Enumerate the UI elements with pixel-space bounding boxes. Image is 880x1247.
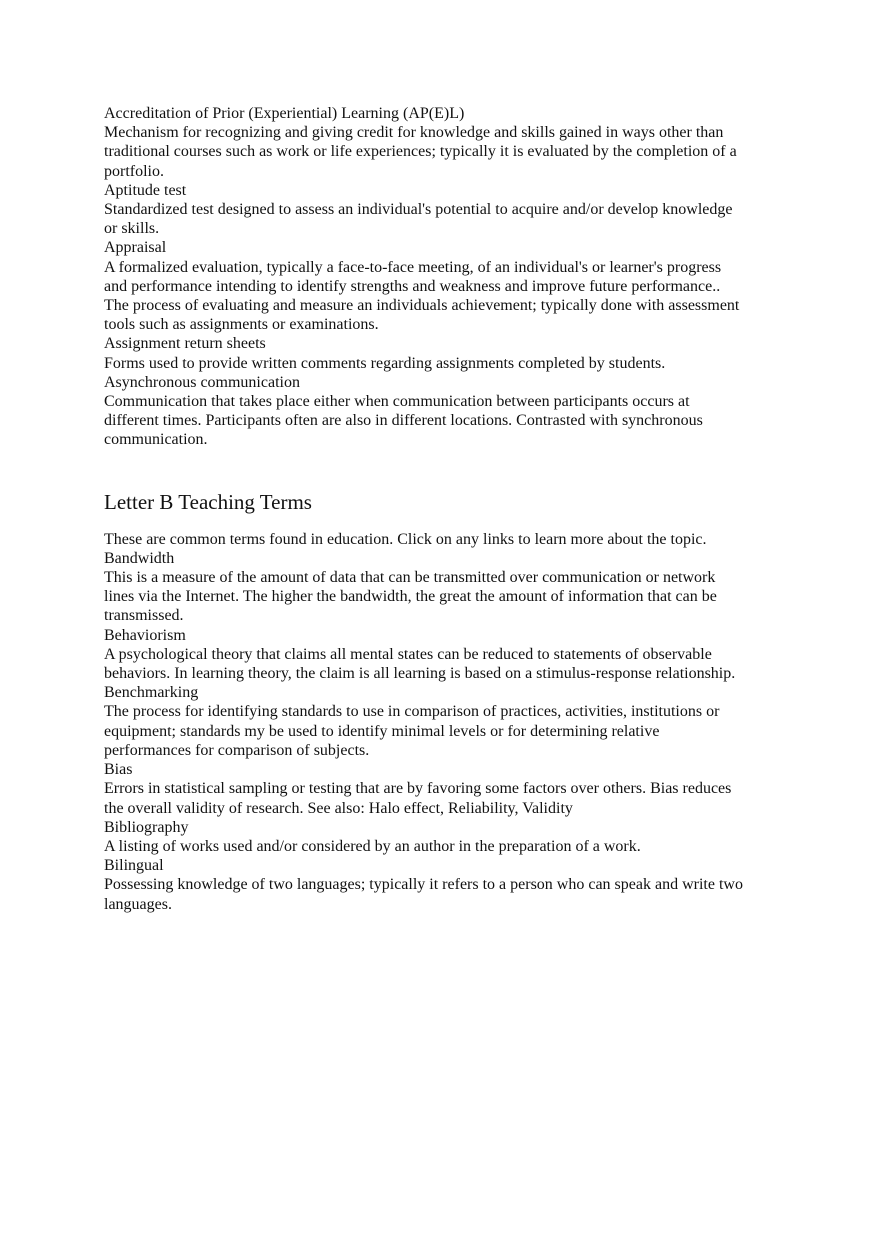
term-definition: Mechanism for recognizing and giving credit for knowledge and skills gained in ways other than traditional courses such as work or life experiences; typically it is evaluated by the completion of a portfolio.	[104, 124, 737, 180]
section-spacer	[104, 450, 744, 489]
term-title: Accreditation of Prior (Experiential) Learning (AP(E)L)	[104, 105, 465, 122]
term-title: Bibliography	[104, 818, 189, 836]
term-definition: Communication that takes place either when communication between participants occurs at different times. Participants often are also in different locations. Contrasted with synchronous communication.	[104, 393, 703, 449]
term-definition: This is a measure of the amount of data that can be transmitted over communication or network lines via the Internet. The higher the bandwidth, the great the amount of information that can be transmissed.	[104, 569, 717, 625]
term-title: Asynchronous communication	[104, 373, 300, 391]
term-definition: A psychological theory that claims all mental states can be reduced to statements of observable behaviors. In learning theory, the claim is all learning is based on a stimulus-response relationship.	[104, 645, 736, 683]
term-title: Bandwidth	[104, 549, 175, 567]
term-definition-alt: The process of evaluating and measure an individuals achievement; typically done with assessment tools such as assignments or examinations.	[104, 297, 740, 334]
term-title: Assignment return sheets	[104, 335, 266, 353]
heading-spacer	[104, 515, 744, 530]
term-definition: Forms used to provide written comments regarding assignments completed by students.	[104, 354, 666, 372]
term-title: Aptitude test	[104, 181, 187, 199]
term-definition: A formalized evaluation, typically a face-to-face meeting, of an individual's or learner's progress and performance intending to identify strengths and weakness and improve future performance..	[104, 258, 722, 295]
term-title: Behaviorism	[104, 626, 186, 644]
section-heading: Letter B Teaching Terms	[104, 489, 312, 514]
term-definition: Errors in statistical sampling or testing that are by favoring some factors over others. Bias reduces the overall validity of research. See also: Halo effect, Reliability, Validity	[104, 780, 732, 817]
term-title: Bias	[104, 761, 133, 779]
term-definition: The process for identifying standards to use in comparison of practices, activities, institutions or equipment; standards my be used to identify minimal levels or for determining relative performances for comparison of subjects.	[104, 703, 720, 759]
term-definition: Standardized test designed to assess an individual's potential to acquire and/or develop knowledge or skills.	[104, 201, 733, 238]
term-title: Appraisal	[104, 239, 167, 257]
term-definition: A listing of works used and/or considered by an author in the preparation of a work.	[104, 837, 641, 855]
term-definition: Possessing knowledge of two languages; typically it refers to a person who can speak and write two languages.	[104, 876, 743, 913]
term-title: Bilingual	[104, 857, 164, 875]
section-intro: These are common terms found in education. Click on any links to learn more about the topic.	[104, 530, 707, 548]
term-title: Benchmarking	[104, 684, 199, 702]
document-page	[104, 104, 744, 914]
